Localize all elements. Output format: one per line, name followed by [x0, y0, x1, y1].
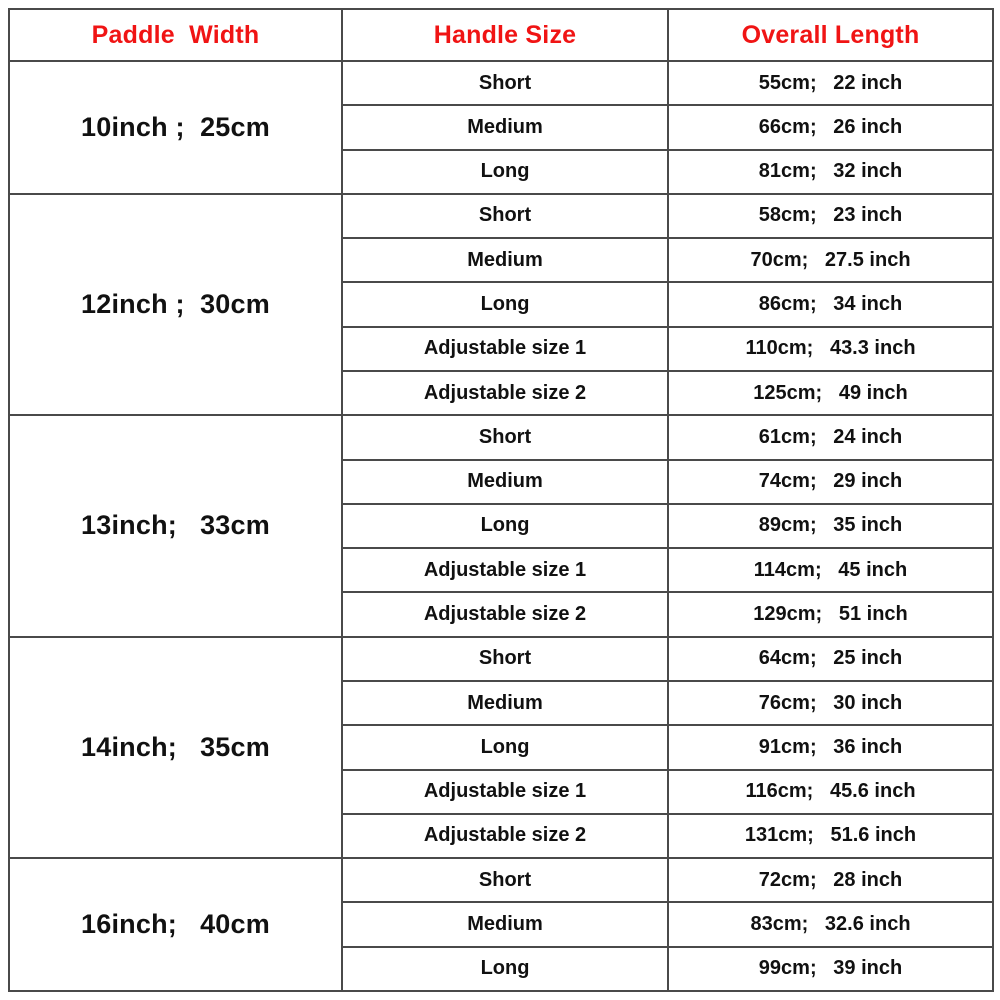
handle-size-cell: Medium [342, 238, 668, 282]
overall-length-cell: 66cm; 26 inch [668, 105, 993, 149]
overall-length-cell: 89cm; 35 inch [668, 504, 993, 548]
overall-length-cell: 74cm; 29 inch [668, 460, 993, 504]
col-header-handle-size: Handle Size [342, 9, 668, 61]
overall-length-cell: 83cm; 32.6 inch [668, 902, 993, 946]
handle-size-cell: Medium [342, 460, 668, 504]
overall-length-cell: 131cm; 51.6 inch [668, 814, 993, 858]
paddle-size-table [8, 8, 994, 992]
overall-length-cell: 76cm; 30 inch [668, 681, 993, 725]
handle-size-cell: Adjustable size 2 [342, 371, 668, 415]
overall-length-cell: 129cm; 51 inch [668, 592, 993, 636]
handle-size-cell: Long [342, 150, 668, 194]
paddle-width-cell: 16inch; 40cm [9, 858, 342, 991]
handle-size-cell: Short [342, 61, 668, 105]
overall-length-cell: 125cm; 49 inch [668, 371, 993, 415]
handle-size-cell: Adjustable size 2 [342, 592, 668, 636]
overall-length-cell: 110cm; 43.3 inch [668, 327, 993, 371]
handle-size-cell: Medium [342, 902, 668, 946]
table-row [9, 637, 993, 681]
overall-length-cell: 72cm; 28 inch [668, 858, 993, 902]
handle-size-cell: Medium [342, 105, 668, 149]
handle-size-cell: Long [342, 282, 668, 326]
paddle-width-cell: 13inch; 33cm [9, 415, 342, 636]
overall-length-cell: 70cm; 27.5 inch [668, 238, 993, 282]
table-row [9, 61, 993, 105]
handle-size-cell: Long [342, 504, 668, 548]
paddle-width-cell: 14inch; 35cm [9, 637, 342, 858]
table-row [9, 415, 993, 459]
overall-length-cell: 64cm; 25 inch [668, 637, 993, 681]
overall-length-cell: 58cm; 23 inch [668, 194, 993, 238]
handle-size-cell: Long [342, 725, 668, 769]
col-header-paddle-width: Paddle Width [9, 9, 342, 61]
overall-length-cell: 61cm; 24 inch [668, 415, 993, 459]
handle-size-cell: Medium [342, 681, 668, 725]
overall-length-cell: 99cm; 39 inch [668, 947, 993, 991]
handle-size-cell: Adjustable size 1 [342, 327, 668, 371]
overall-length-cell: 116cm; 45.6 inch [668, 770, 993, 814]
overall-length-cell: 81cm; 32 inch [668, 150, 993, 194]
overall-length-cell: 55cm; 22 inch [668, 61, 993, 105]
overall-length-cell: 91cm; 36 inch [668, 725, 993, 769]
overall-length-cell: 114cm; 45 inch [668, 548, 993, 592]
handle-size-cell: Long [342, 947, 668, 991]
handle-size-cell: Short [342, 194, 668, 238]
handle-size-cell: Adjustable size 1 [342, 548, 668, 592]
handle-size-cell: Short [342, 637, 668, 681]
handle-size-cell: Adjustable size 1 [342, 770, 668, 814]
table-row [9, 194, 993, 238]
table-row [9, 858, 993, 902]
handle-size-cell: Adjustable size 2 [342, 814, 668, 858]
handle-size-cell: Short [342, 858, 668, 902]
handle-size-cell: Short [342, 415, 668, 459]
col-header-overall-length: Overall Length [668, 9, 993, 61]
overall-length-cell: 86cm; 34 inch [668, 282, 993, 326]
paddle-width-cell: 12inch ; 30cm [9, 194, 342, 415]
paddle-width-cell: 10inch ; 25cm [9, 61, 342, 194]
table-header-row [9, 9, 993, 61]
